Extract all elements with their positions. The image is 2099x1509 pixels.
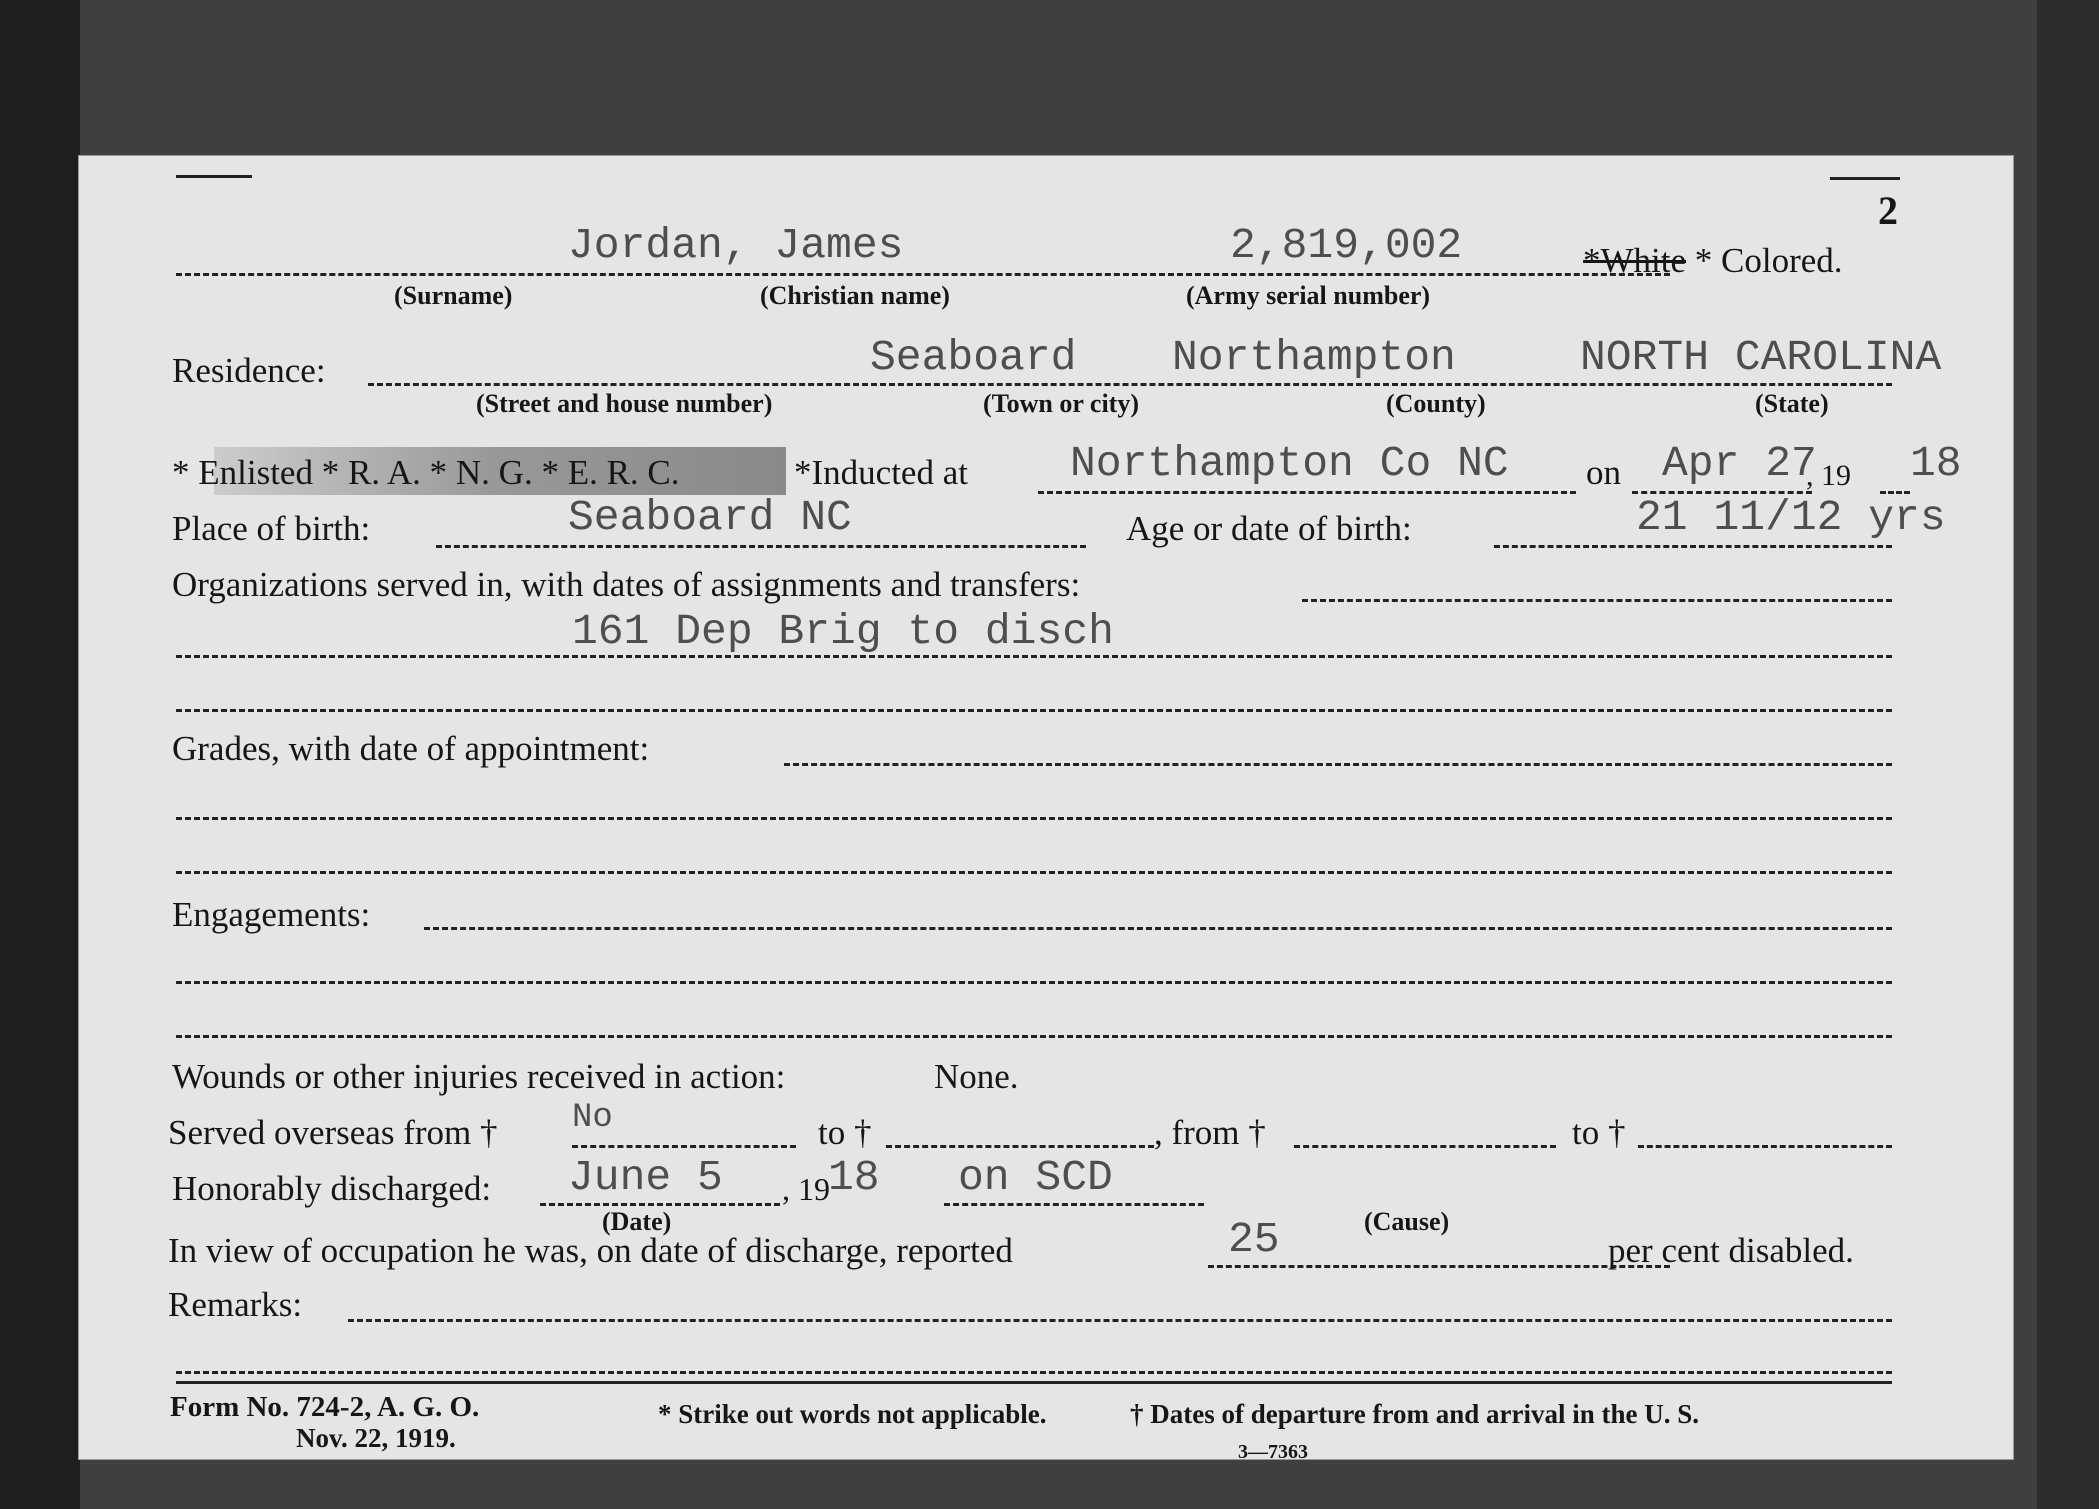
- cause-caption: (Cause): [1364, 1207, 1450, 1236]
- inducted-line: [1038, 491, 1576, 494]
- corner-mark-right: [1830, 177, 1900, 180]
- engagements-line-3: [176, 1035, 1892, 1038]
- inducted-label: *Inducted at: [794, 453, 968, 492]
- state-caption: (State): [1755, 389, 1829, 418]
- organizations-label: Organizations served in, with dates of assignments and transfers:: [172, 565, 1081, 604]
- residence-line: [368, 383, 1892, 386]
- white-label: *White: [1583, 241, 1687, 280]
- overseas-to-label: to †: [818, 1113, 872, 1152]
- street-caption: (Street and house number): [476, 389, 773, 418]
- remarks-label: Remarks:: [168, 1285, 303, 1324]
- overseas-from-value: No: [572, 1099, 613, 1137]
- wounds-value: None.: [934, 1057, 1019, 1096]
- form-number: Form No. 724-2, A. G. O.: [170, 1391, 480, 1423]
- date-caption: (Date): [602, 1207, 672, 1236]
- engagements-line-1: [424, 927, 1892, 930]
- disability-suffix: per cent disabled.: [1608, 1231, 1854, 1270]
- birth-place-value: Seaboard NC: [568, 493, 852, 542]
- dark-border-left: [0, 0, 80, 1509]
- discharge-cause: on SCD: [958, 1153, 1113, 1202]
- induction-year: 18: [1910, 439, 1962, 488]
- christian-caption: (Christian name): [760, 281, 950, 310]
- on-label: on: [1586, 453, 1621, 492]
- engagements-line-2: [176, 981, 1892, 984]
- footer-rule: [176, 1381, 1892, 1384]
- discharge-year-prefix: , 19: [782, 1171, 830, 1207]
- residence-town: Seaboard: [870, 333, 1077, 382]
- discharge-date-line: [540, 1203, 780, 1206]
- corner-mark-left: [176, 175, 252, 178]
- form-date: Nov. 22, 1919.: [296, 1423, 456, 1453]
- organizations-line-2: [176, 655, 1892, 658]
- birth-place-line: [436, 545, 1086, 548]
- grades-line-2: [176, 817, 1892, 820]
- age-label: Age or date of birth:: [1126, 509, 1412, 548]
- organizations-line-1: [1302, 599, 1892, 602]
- colored-label: * Colored.: [1694, 241, 1843, 280]
- induction-year-prefix: , 19: [1806, 459, 1851, 492]
- dates-note: † Dates of departure from and arrival in the U. S.: [1130, 1399, 1699, 1429]
- discharge-date: June 5: [568, 1153, 723, 1202]
- remarks-line-1: [348, 1319, 1892, 1322]
- overseas-from2-line: [1294, 1145, 1556, 1148]
- disability-line: [1208, 1265, 1670, 1268]
- residence-label: Residence:: [172, 351, 326, 390]
- overseas-to2-line: [1638, 1145, 1892, 1148]
- overseas-from2-label: , from †: [1154, 1113, 1266, 1152]
- card-number: 2: [1878, 188, 1898, 233]
- strike-note: * Strike out words not applicable.: [658, 1399, 1047, 1429]
- discharge-year: 18: [828, 1153, 880, 1202]
- residence-state: NORTH CAROLINA: [1580, 333, 1942, 382]
- county-caption: (County): [1386, 389, 1486, 418]
- name-line: [176, 273, 1670, 276]
- overseas-from-line: [572, 1145, 796, 1148]
- grades-line-1: [784, 763, 1892, 766]
- discharged-label: Honorably discharged:: [172, 1169, 492, 1208]
- organizations-value: 161 Dep Brig to disch: [572, 607, 1114, 656]
- disability-percent: 25: [1228, 1215, 1280, 1264]
- age-value: 21 11/12 yrs: [1636, 493, 1946, 542]
- surname-caption: (Surname): [394, 281, 513, 310]
- surname-value: Jordan, James: [568, 221, 904, 270]
- disability-label: In view of occupation he was, on date of discharge, reported: [168, 1231, 1013, 1270]
- enlisted-label: * Enlisted * R. A. * N. G. * E. R. C.: [172, 453, 680, 492]
- residence-county: Northampton: [1172, 333, 1456, 382]
- wounds-label: Wounds or other injuries received in action:: [172, 1057, 786, 1096]
- serial-caption: (Army serial number): [1186, 281, 1431, 310]
- serial-value: 2,819,002: [1230, 221, 1463, 270]
- town-caption: (Town or city): [983, 389, 1139, 418]
- overseas-to-line: [886, 1145, 1154, 1148]
- grades-label: Grades, with date of appointment:: [172, 729, 650, 768]
- organizations-line-3: [176, 709, 1892, 712]
- inducted-place: Northampton Co NC: [1070, 439, 1509, 488]
- service-record-card: [78, 155, 2014, 1463]
- age-line: [1494, 545, 1892, 548]
- print-code: 3—7363: [1238, 1441, 1308, 1463]
- discharge-cause-line: [944, 1203, 1204, 1206]
- birth-place-label: Place of birth:: [172, 509, 371, 548]
- remarks-line-2: [176, 1371, 1892, 1374]
- induction-date: Apr 27: [1662, 439, 1817, 488]
- grades-line-3: [176, 871, 1892, 874]
- overseas-to2-label: to †: [1572, 1113, 1626, 1152]
- engagements-label: Engagements:: [172, 895, 371, 934]
- dark-border-right: [2037, 0, 2099, 1509]
- overseas-from-label: Served overseas from †: [168, 1113, 498, 1152]
